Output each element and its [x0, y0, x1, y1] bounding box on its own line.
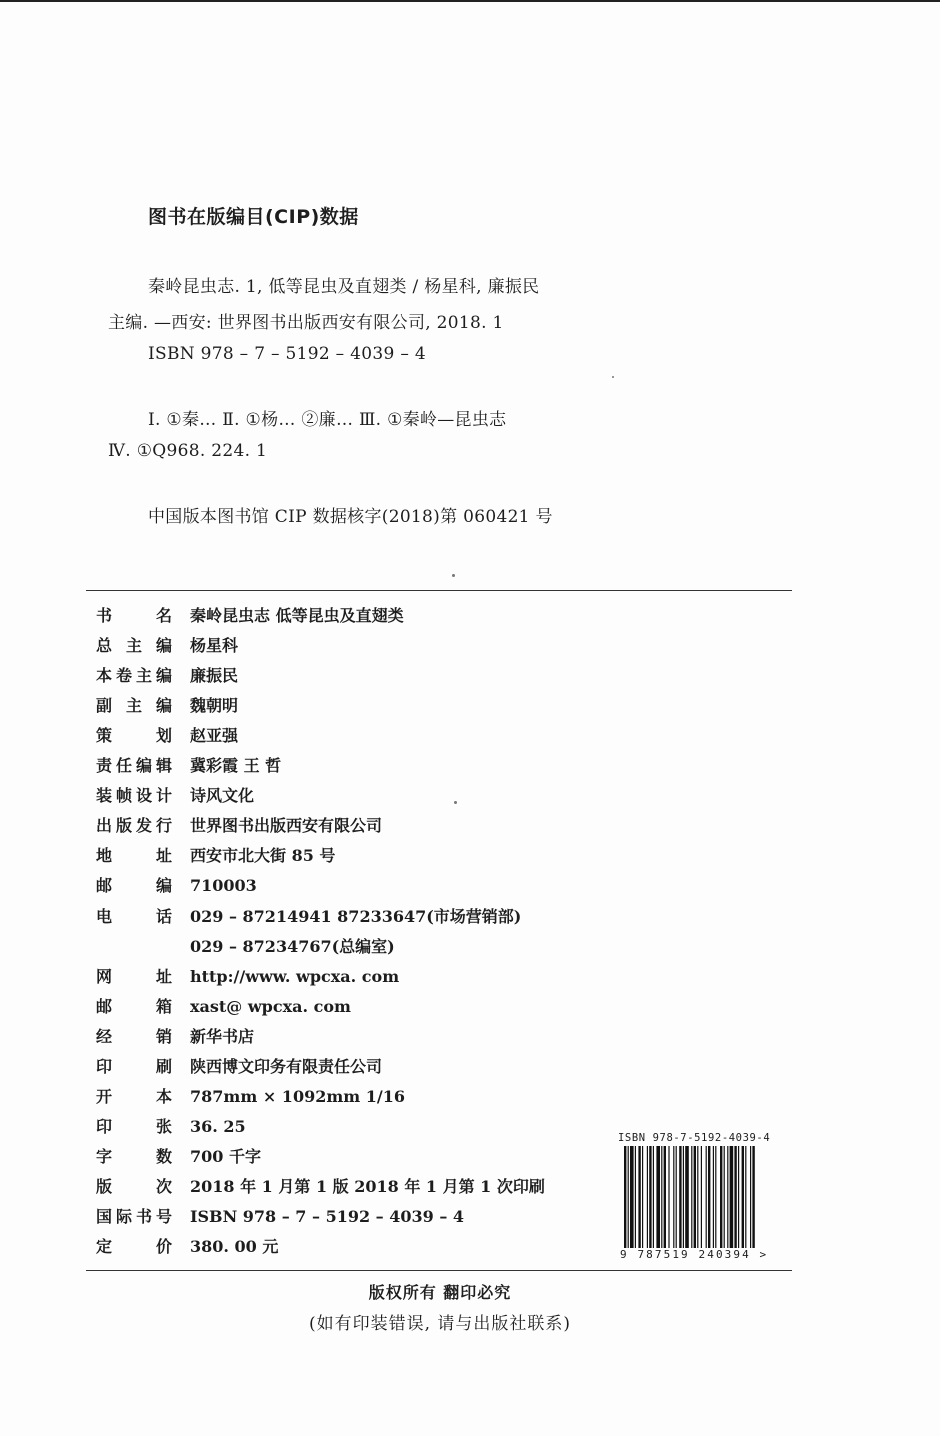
cip-line-6: 中国版本图书馆 CIP 数据核字(2018)第 060421 号: [148, 507, 553, 527]
info-label: 总主编: [96, 636, 172, 656]
info-value: 787mm × 1092mm 1/16: [190, 1086, 406, 1106]
barcode-bar: [673, 1146, 674, 1256]
info-label: 地址: [96, 846, 172, 866]
cip-line-3: ISBN 978 – 7 – 5192 – 4039 – 4: [148, 344, 426, 364]
section-divider: [86, 590, 792, 591]
info-value: 新华书店: [190, 1026, 255, 1046]
info-value: xast@ wpcxa. com: [190, 996, 351, 1016]
barcode-bar: [661, 1146, 662, 1256]
barcode-bar: [730, 1146, 734, 1256]
barcode-bar: [715, 1146, 716, 1256]
info-value: 秦岭昆虫志 低等昆虫及直翅类: [190, 606, 404, 625]
info-value: 029 – 87214941 87233647(市场营销部): [190, 906, 522, 926]
barcode-bar: [742, 1146, 744, 1256]
barcode-bar: [647, 1146, 648, 1256]
barcode-bar: [624, 1146, 626, 1256]
scan-speck: [452, 574, 455, 577]
info-value: 380. 00 元: [190, 1237, 279, 1257]
barcode-bar: [653, 1146, 654, 1256]
info-label: 出版发行: [96, 816, 172, 836]
barcode-bar: [683, 1146, 684, 1256]
info-value: ISBN 978 – 7 – 5192 – 4039 – 4: [190, 1207, 465, 1226]
barcode-bar: [745, 1146, 746, 1256]
info-value: 廉振民: [190, 666, 239, 686]
barcode-bar: [708, 1146, 710, 1256]
info-label: 印刷: [96, 1056, 172, 1076]
info-label: 开本: [96, 1086, 172, 1106]
barcode-bar: [638, 1146, 640, 1256]
info-label: 策划: [96, 726, 172, 746]
barcode-bar: [642, 1146, 643, 1256]
barcode-bar: [701, 1146, 702, 1256]
barcode-bar: [649, 1146, 651, 1256]
info-label: 字数: [96, 1146, 172, 1166]
top-border-line: [0, 0, 940, 2]
scan-speck: [454, 801, 457, 804]
barcode-bar: [713, 1146, 714, 1256]
printing-error-note: (如有印装错误, 请与出版社联系): [308, 1314, 572, 1334]
barcode-bar: [706, 1146, 707, 1256]
info-value: 冀彩霞 王 哲: [190, 756, 282, 776]
info-label: 国际书号: [96, 1207, 172, 1226]
info-value: 029 – 87234767(总编室): [190, 936, 395, 956]
info-value: http://www. wpcxa. com: [190, 966, 400, 986]
isbn-barcode: [618, 1132, 794, 1266]
info-label: 经销: [96, 1026, 172, 1046]
barcode-bar: [750, 1146, 751, 1256]
barcode-bar: [676, 1146, 677, 1256]
info-value: 36. 25: [190, 1116, 246, 1136]
barcode-bar: [656, 1146, 660, 1256]
info-value: 700 千字: [190, 1146, 261, 1166]
info-value: 魏朝明: [190, 696, 239, 716]
barcode-bar: [664, 1146, 666, 1256]
info-value: 赵亚强: [190, 726, 239, 746]
barcode-bar: [734, 1146, 736, 1256]
scan-speck: [612, 376, 614, 378]
info-label: 副主编: [96, 696, 172, 716]
info-value: 陕西博文印务有限责任公司: [190, 1056, 383, 1076]
info-label: 印张: [96, 1116, 172, 1136]
cip-line-1: 秦岭昆虫志. 1, 低等昆虫及直翅类 / 杨星科, 廉振民: [148, 277, 540, 297]
info-label: 邮编: [96, 876, 172, 896]
barcode-bar: [720, 1146, 722, 1256]
barcode-isbn-text: ISBN 978-7-5192-4039-4: [618, 1132, 771, 1144]
barcode-bar: [724, 1146, 725, 1256]
info-label: 定价: [96, 1237, 172, 1257]
info-label: 装帧设计: [96, 786, 172, 806]
barcode-bars: [618, 1146, 794, 1256]
info-value: 2018 年 1 月第 1 版 2018 年 1 月第 1 次印刷: [190, 1176, 545, 1196]
info-label: 版次: [96, 1176, 172, 1196]
info-value: 世界图书出版西安有限公司: [190, 816, 383, 836]
barcode-bar: [685, 1146, 689, 1256]
barcode-bar: [668, 1146, 669, 1256]
section-divider: [86, 1270, 792, 1271]
barcode-bar: [738, 1146, 739, 1256]
info-value: 杨星科: [190, 636, 239, 656]
cip-line-4: Ⅰ. ①秦… Ⅱ. ①杨… ②廉… Ⅲ. ①秦岭—昆虫志: [148, 410, 507, 430]
copyright-notice: 版权所有 翻印必究: [368, 1283, 512, 1302]
barcode-bar: [628, 1146, 629, 1256]
barcode-bar: [691, 1146, 692, 1256]
barcode-bar: [635, 1146, 636, 1256]
barcode-bar: [679, 1146, 681, 1256]
cip-title: 图书在版编目(CIP)数据: [148, 206, 359, 228]
info-label: 电话: [96, 906, 172, 926]
info-label: 书名: [96, 606, 172, 625]
info-label: 网址: [96, 966, 172, 986]
barcode-bar: [727, 1146, 728, 1256]
barcode-digits: 9 787519 240394 >: [620, 1248, 769, 1261]
info-value: 西安市北大街 85 号: [190, 846, 336, 866]
barcode-bar: [697, 1146, 698, 1256]
barcode-bar: [630, 1146, 634, 1256]
barcode-bar: [752, 1146, 754, 1256]
info-label: 本卷主编: [96, 666, 172, 686]
info-value: 710003: [190, 876, 257, 896]
info-value: 诗风文化: [190, 786, 255, 806]
barcode-bar: [694, 1146, 696, 1256]
info-label: 邮箱: [96, 996, 172, 1016]
info-label: 责任编辑: [96, 756, 172, 776]
cip-line-5: Ⅳ. ①Q968. 224. 1: [108, 441, 268, 461]
cip-line-2: 主编. —西安: 世界图书出版西安有限公司, 2018. 1: [108, 313, 504, 333]
